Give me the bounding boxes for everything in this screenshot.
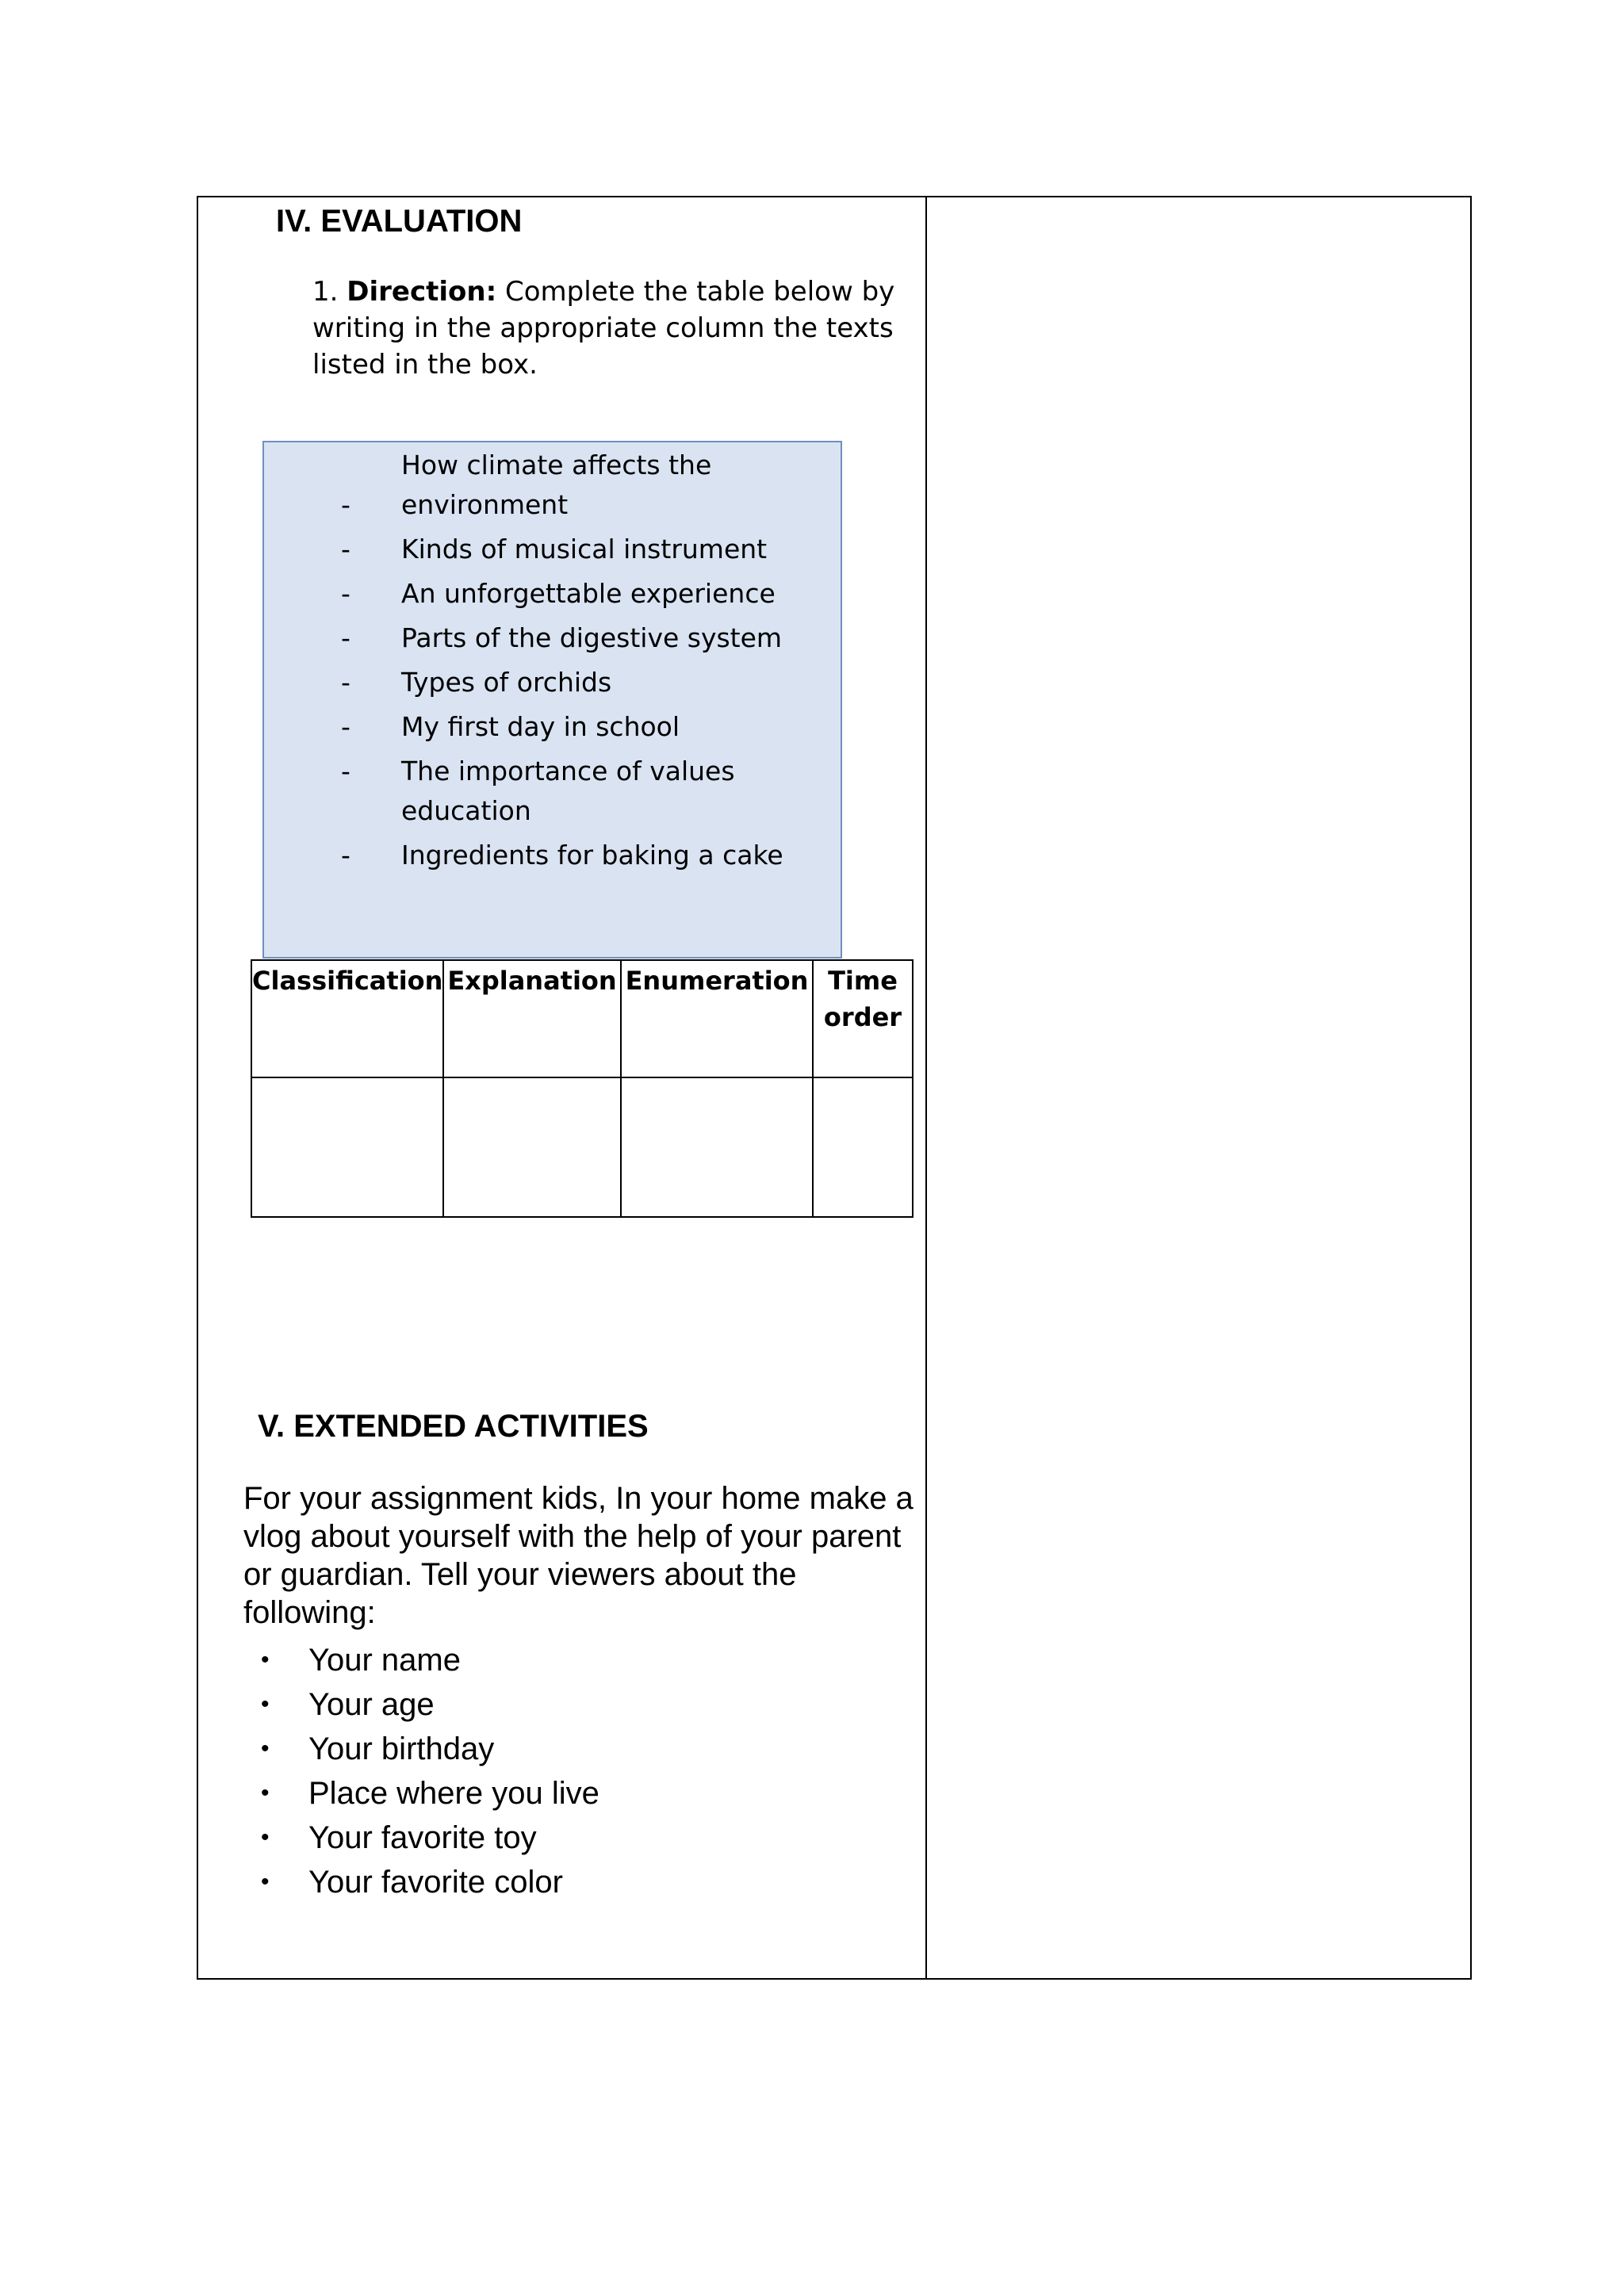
header-enumeration: Enumeration	[621, 960, 813, 1077]
list-item-label: Your name	[308, 1643, 461, 1678]
list-item-label: Place where you live	[308, 1776, 599, 1811]
answer-cell-enumeration[interactable]	[621, 1077, 813, 1217]
dash-marker: -	[341, 489, 350, 520]
answer-cell-explanation[interactable]	[443, 1077, 621, 1217]
answer-cell-classification[interactable]	[251, 1077, 443, 1217]
list-item-label: Your age	[308, 1687, 435, 1722]
text-box	[262, 441, 842, 959]
lesson-plan-frame	[197, 196, 1472, 1980]
direction-text: Complete the table below by writing in the appropriate column the texts listed in the box.	[312, 276, 895, 381]
extended-activities-paragraph: For your assignment kids, In your home make a vlog about yourself with the help of your parent or guardian. Tell your viewers about the following:	[243, 1481, 914, 1630]
text-box-item-label: Ingredients for baking a cake	[401, 840, 783, 871]
text-box-item	[264, 446, 841, 525]
text-box-item-label: Kinds of musical instrument	[401, 534, 768, 564]
table-row	[251, 1077, 913, 1217]
dash-marker: -	[341, 711, 350, 742]
dash-marker: -	[341, 578, 350, 609]
answer-cell-time-order[interactable]	[813, 1077, 913, 1217]
text-box-item-label: The importance of values education	[401, 756, 735, 826]
dash-marker: -	[341, 622, 350, 653]
text-box-item-label: An unforgettable experience	[401, 578, 776, 609]
header-classification: Classification	[251, 960, 443, 1077]
text-box-item-label: My first day in school	[401, 711, 680, 742]
list-item-label: Your favorite toy	[308, 1820, 537, 1855]
header-time-order: Time order	[813, 960, 913, 1077]
direction-number: 1.	[312, 276, 339, 308]
classification-table	[251, 959, 914, 1218]
list-item-label: Your birthday	[308, 1732, 495, 1766]
direction-label: Direction:	[347, 276, 497, 308]
column-divider	[925, 197, 927, 1978]
bullet-marker: •	[261, 1780, 270, 1806]
dash-marker: -	[341, 667, 350, 698]
text-box-item-label: Types of orchids	[401, 667, 612, 698]
bullet-marker: •	[261, 1691, 270, 1717]
dash-marker: -	[341, 840, 350, 871]
bullet-marker: •	[261, 1869, 270, 1895]
text-box-item-label: Parts of the digestive system	[401, 622, 783, 653]
list-item-label: Your favorite color	[308, 1865, 563, 1900]
dash-marker: -	[341, 534, 350, 564]
evaluation-heading: IV. EVALUATION	[276, 204, 523, 239]
bullet-marker: •	[261, 1824, 270, 1850]
bullet-marker: •	[261, 1735, 270, 1762]
evaluation-direction	[312, 274, 923, 383]
bullet-marker: •	[261, 1647, 270, 1673]
text-box-item-label: How climate affects the environment	[401, 450, 712, 520]
header-explanation: Explanation	[443, 960, 621, 1077]
table-header-row	[251, 960, 913, 1077]
dash-marker: -	[341, 756, 350, 786]
extended-activities-heading: V. EXTENDED ACTIVITIES	[258, 1409, 649, 1444]
